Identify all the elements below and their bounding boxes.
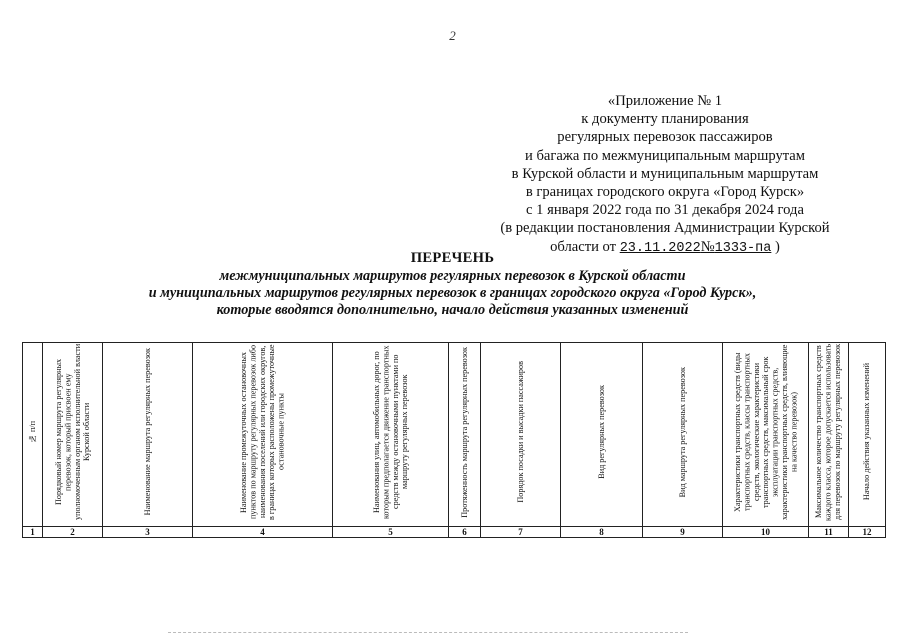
decree-date: 23.11.2022 — [619, 240, 701, 256]
decree-number-sign: № — [700, 238, 715, 255]
routes-table — [22, 342, 886, 538]
column-number: 6 — [449, 527, 481, 538]
column-header: Вид регулярных перевозок — [561, 343, 643, 527]
appendix-block — [430, 92, 900, 258]
column-number: 2 — [43, 527, 103, 538]
column-header: Начало действия указанных изменений — [849, 343, 886, 527]
column-header: Наименование маршрута регулярных перевозок — [103, 343, 193, 527]
column-header: Наименования улиц, автомобильных дорог, по которым предполагается движение транспортных средств между остановочными пунктами по маршруту регулярных перевозок — [333, 343, 449, 527]
table-number-row — [23, 527, 886, 538]
column-number: 8 — [561, 527, 643, 538]
appendix-line: с 1 января 2022 года по 31 декабря 2024 года — [526, 202, 804, 219]
column-number: 9 — [643, 527, 723, 538]
appendix-line: «Приложение № 1 — [607, 93, 723, 109]
column-number: 4 — [193, 527, 333, 538]
column-header: Максимальное количество транспортных средств каждого класса, которое допускается использовать для перевозок по маршруту регулярных перевозок — [809, 343, 849, 527]
document-title: ПЕРЕЧЕНЬ — [410, 250, 495, 266]
appendix-close: ) — [771, 238, 780, 255]
appendix-line: в границах городского округа «Город Курск» — [525, 184, 805, 201]
column-header: Вид маршрута регулярных перевозок — [643, 343, 723, 527]
column-number: 12 — [849, 527, 886, 538]
scan-edge-mark — [168, 632, 688, 634]
appendix-line: к документу планирования — [581, 111, 749, 128]
subtitle-line: которые вводятся дополнительно, начало действия указанных изменений — [216, 302, 689, 318]
column-header: Порядок посадки и высадки пассажиров — [481, 343, 561, 527]
subtitle-line: межмуниципальных маршрутов регулярных перевозок в Курской области — [219, 268, 686, 284]
column-header: № п/п — [23, 343, 43, 527]
column-header: Характеристики транспортных средств (виды транспортных средств, классы транспортных средств, экологические характеристики транспортных средств, максимальный срок эксплуатации транспортных средств, характеристики транспортных средств, влияющие на качество перевозок) — [723, 343, 809, 527]
column-number: 10 — [723, 527, 809, 538]
column-header: Порядковый номер маршрута регулярных перевозок, который присвоен ему уполномоченным органом исполнительной власти Курской области — [43, 343, 103, 527]
column-number: 3 — [103, 527, 193, 538]
column-number: 5 — [333, 527, 449, 538]
appendix-line: регулярных перевозок пассажиров — [557, 129, 773, 146]
table-header-row — [23, 343, 886, 527]
document-subtitle — [0, 268, 905, 319]
column-number: 7 — [481, 527, 561, 538]
appendix-line: (в редакции постановления Администрации Курской — [500, 220, 830, 237]
column-header: Протяженность маршрута регулярных перевозок — [449, 343, 481, 527]
appendix-prefix: области от — [550, 238, 620, 255]
column-header: Наименование промежуточных остановочных пунктов по маршруту регулярных перевозок либо наименования поселений или городских округов, в границах которых расположены промежуточные остановочные пункты — [193, 343, 333, 527]
appendix-line: в Курской области и муниципальным маршрутам — [511, 165, 819, 182]
appendix-line: и багажа по межмуниципальным маршрутам — [524, 147, 806, 164]
subtitle-line: и муниципальных маршрутов регулярных перевозок в границах городского округа «Город Курск», — [148, 285, 757, 301]
column-number: 11 — [809, 527, 849, 538]
page-number: 2 — [449, 28, 456, 43]
decree-number: 1333-па — [714, 240, 772, 256]
column-number: 1 — [23, 527, 43, 538]
